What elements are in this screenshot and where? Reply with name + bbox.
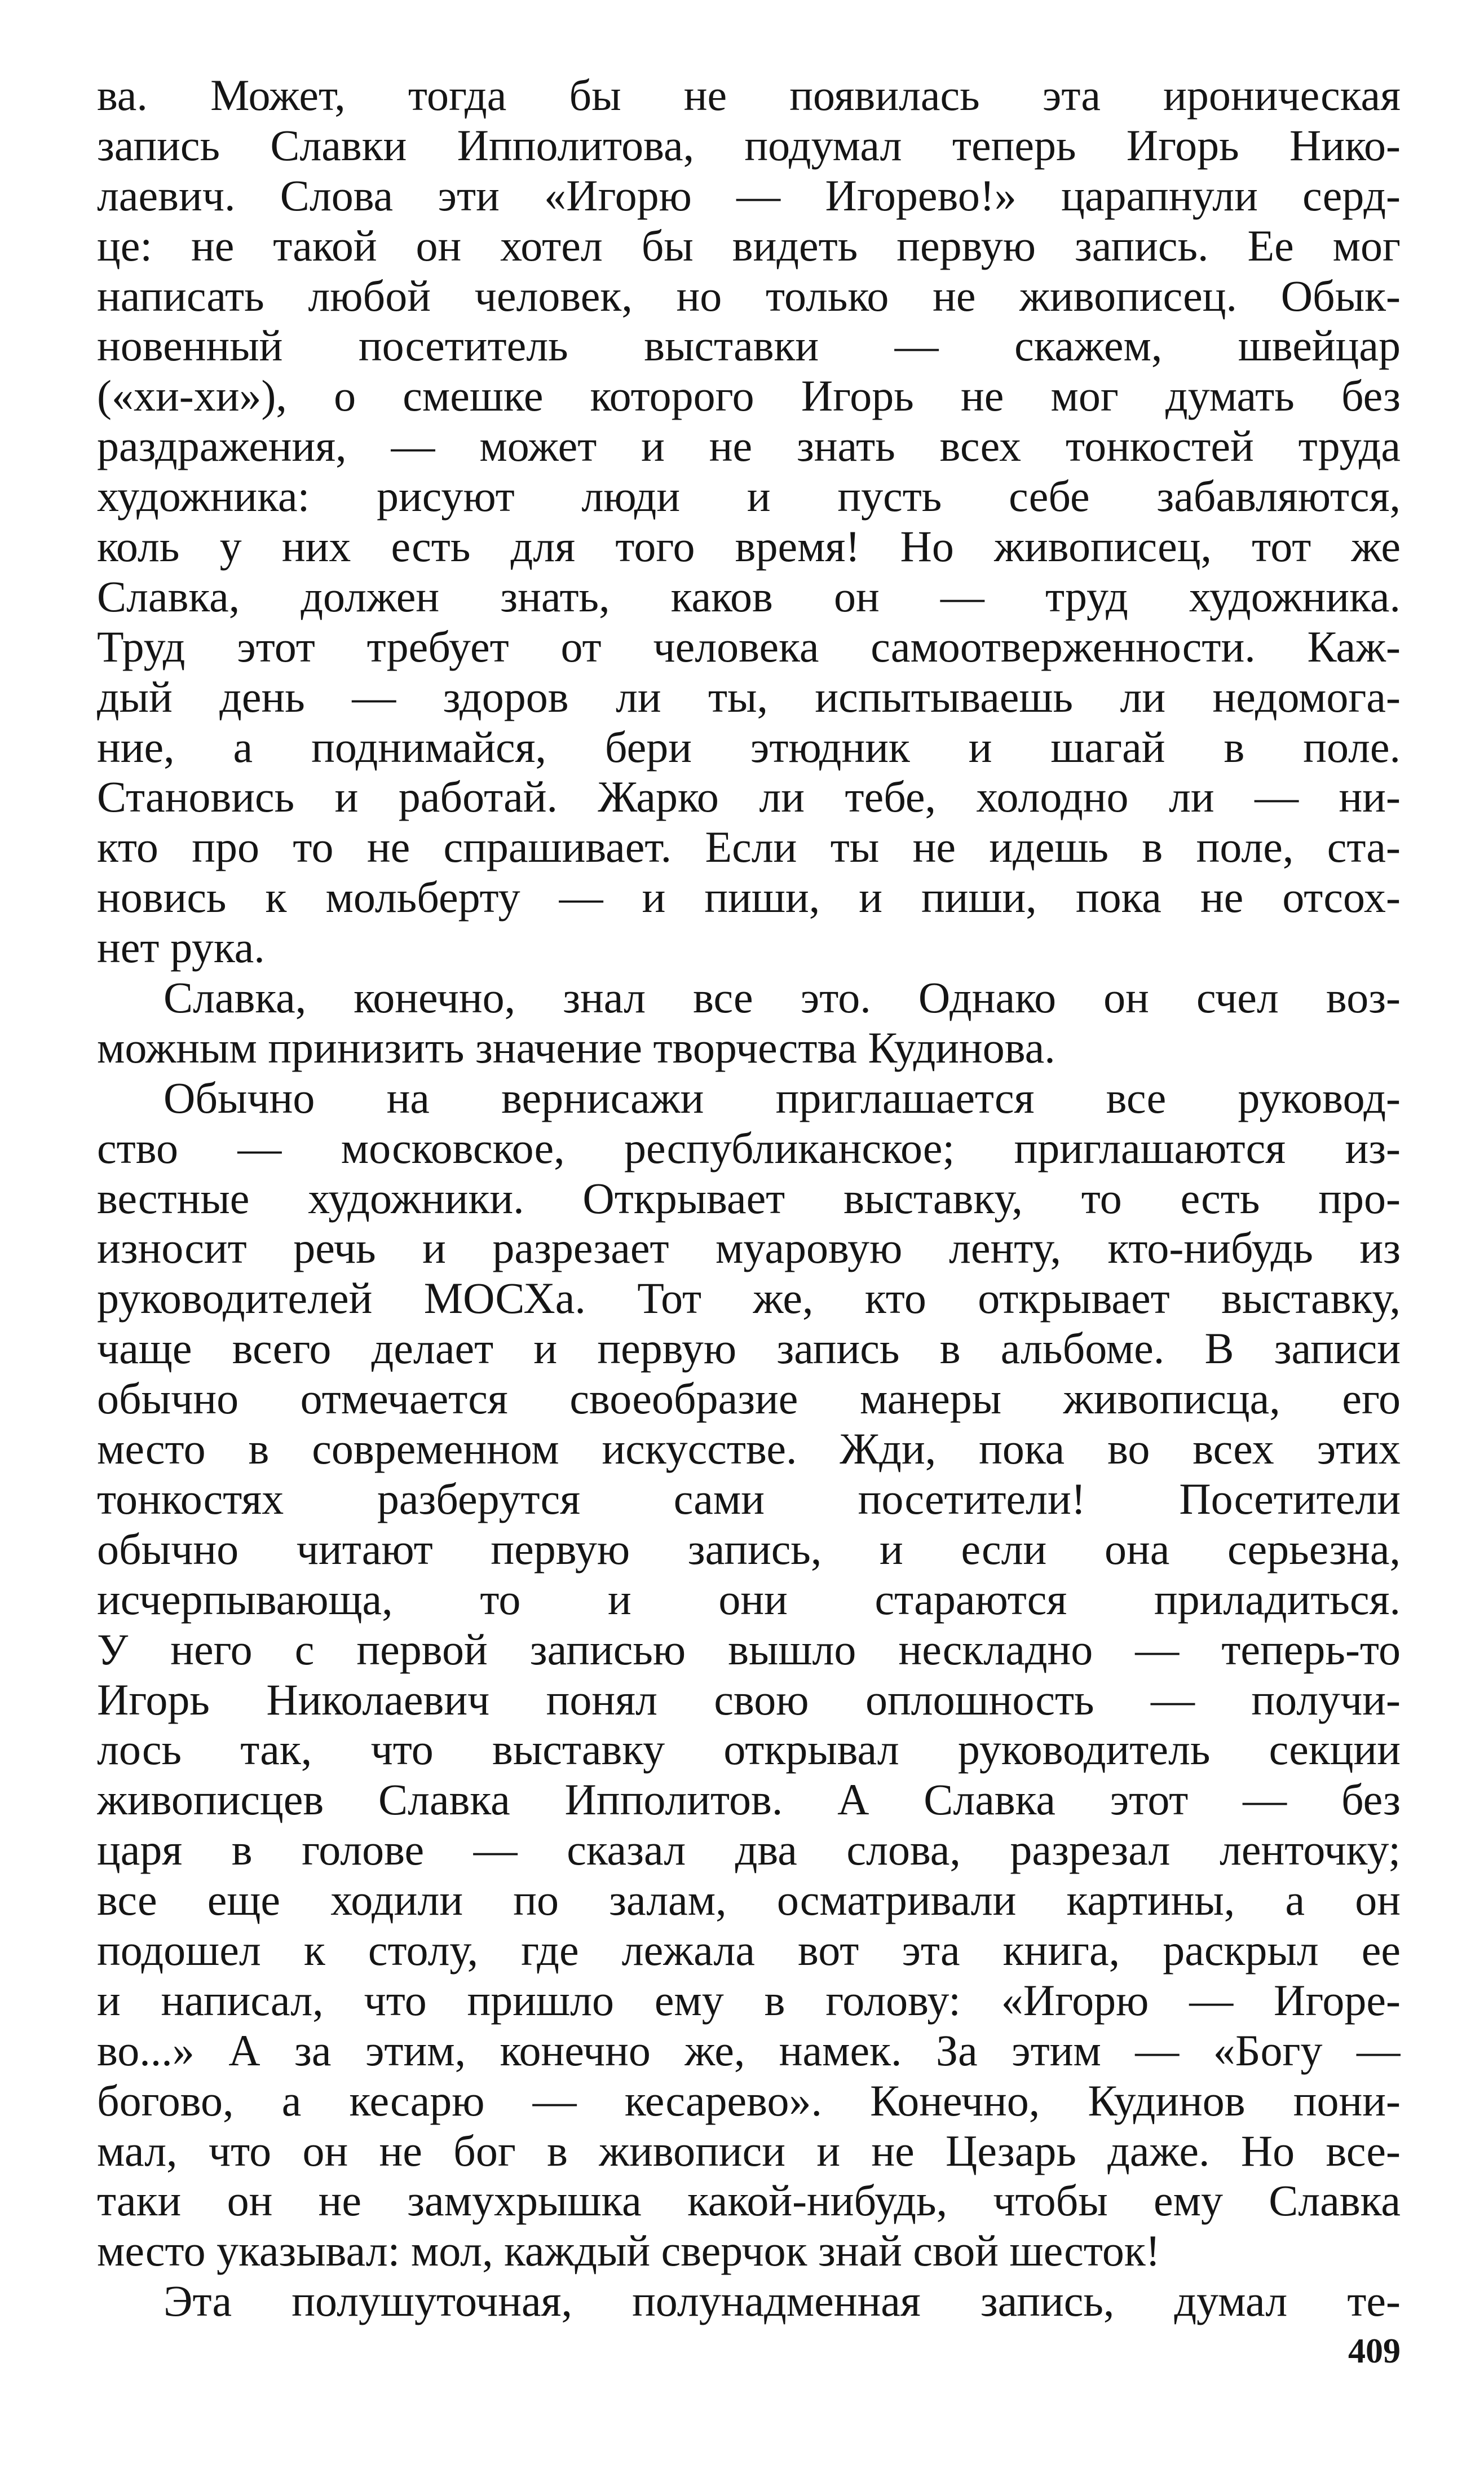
text-line: руководителей МОСХа. Тот же, кто открывает выставку, — [97, 1273, 1401, 1323]
text-line: запись Славки Ипполитова, подумал теперь Игорь Нико- — [97, 120, 1401, 170]
text-line: царя в голове — сказал два слова, разрезал ленточку; — [97, 1825, 1401, 1875]
text-line: богово, а кесарю — кесарево». Конечно, Кудинов пони- — [97, 2075, 1401, 2125]
text-line: ва. Может, тогда бы не появилась эта ироническая — [97, 70, 1401, 120]
book-page-text — [97, 70, 1401, 2326]
paragraph-3 — [97, 1073, 1401, 2276]
text-line: и написал, что пришло ему в голову: «Игорю — Игоре- — [97, 1975, 1401, 2025]
text-line: Труд этот требует от человека самоотверженности. Каж- — [97, 622, 1401, 671]
text-line: лось так, что выставку открывал руководитель секции — [97, 1725, 1401, 1774]
text-line: Становись и работай. Жарко ли тебе, холодно ли — ни- — [97, 772, 1401, 822]
text-line: раздражения, — может и не знать всех тонкостей труда — [97, 421, 1401, 471]
text-line: подошел к столу, где лежала вот эта книга, раскрыл ее — [97, 1925, 1401, 1975]
text-line: кто про то не спрашивает. Если ты не идешь в поле, ста- — [97, 822, 1401, 872]
text-line: Славка, конечно, знал все это. Однако он счел воз- — [164, 973, 1401, 1023]
text-line: це: не такой он хотел бы видеть первую запись. Ее мог — [97, 221, 1401, 270]
text-line: все еще ходили по залам, осматривали картины, а он — [97, 1875, 1401, 1925]
text-line: можным принизить значение творчества Кудинова. — [97, 1023, 1055, 1072]
text-line: исчерпывающа, то и они стараются приладиться. — [97, 1574, 1401, 1624]
text-line: таки он не замухрышка какой-нибудь, чтобы ему Славка — [97, 2176, 1401, 2225]
text-line: Игорь Николаевич понял свою оплошность — получи- — [97, 1674, 1401, 1724]
text-line: ние, а поднимайся, бери этюдник и шагай в поле. — [97, 722, 1401, 772]
paragraph-4 — [97, 2276, 1401, 2326]
text-line: коль у них есть для того время! Но живописец, тот же — [97, 522, 1401, 571]
paragraph-1 — [97, 70, 1401, 973]
text-line: Обычно на вернисажи приглашается все руковод- — [164, 1073, 1401, 1122]
text-line: новись к мольберту — и пиши, и пиши, пока не отсох- — [97, 872, 1401, 922]
text-line: художника: рисуют люди и пусть себе забавляются, — [97, 471, 1401, 521]
text-line: чаще всего делает и первую запись в альбоме. В записи — [97, 1324, 1401, 1373]
text-line: мал, что он не бог в живописи и не Цезарь даже. Но все- — [97, 2126, 1401, 2175]
text-line: тонкостях разберутся сами посетители! Посетители — [97, 1474, 1401, 1523]
paragraph-2 — [97, 973, 1401, 1073]
text-line: место в современном искусстве. Жди, пока во всех этих — [97, 1424, 1401, 1474]
text-line: износит речь и разрезает муаровую ленту, кто-нибудь из — [97, 1223, 1401, 1273]
text-line: обычно читают первую запись, и если она серьезна, — [97, 1524, 1401, 1574]
text-line: место указывал: мол, каждый сверчок знай свой шесток! — [97, 2226, 1160, 2276]
text-line: во...» А за этим, конечно же, намек. За этим — «Богу — — [97, 2025, 1401, 2075]
text-line: У него с первой записью вышло нескладно — теперь-то — [97, 1624, 1401, 1674]
text-line: Славка, должен знать, каков он — труд художника. — [97, 571, 1401, 621]
text-line: вестные художники. Открывает выставку, то есть про- — [97, 1173, 1401, 1223]
text-line: ство — московское, республиканское; приглашаются из- — [97, 1123, 1401, 1173]
text-line: нет рука. — [97, 923, 265, 972]
text-line: новенный посетитель выставки — скажем, швейцар — [97, 321, 1401, 371]
text-line: лаевич. Слова эти «Игорю — Игорево!» царапнули серд- — [97, 170, 1401, 220]
text-line: написать любой человек, но только не живописец. Обык- — [97, 271, 1401, 320]
text-line: Эта полушуточная, полунадменная запись, думал те- — [164, 2276, 1401, 2326]
text-line: дый день — здоров ли ты, испытываешь ли недомога- — [97, 672, 1401, 721]
text-line: обычно отмечается своеобразие манеры живописца, его — [97, 1374, 1401, 1423]
text-line: («хи-хи»), о смешке которого Игорь не мог думать без — [97, 371, 1401, 421]
page-number: 409 — [1348, 2332, 1401, 2370]
text-line: живописцев Славка Ипполитов. А Славка этот — без — [97, 1775, 1401, 1824]
